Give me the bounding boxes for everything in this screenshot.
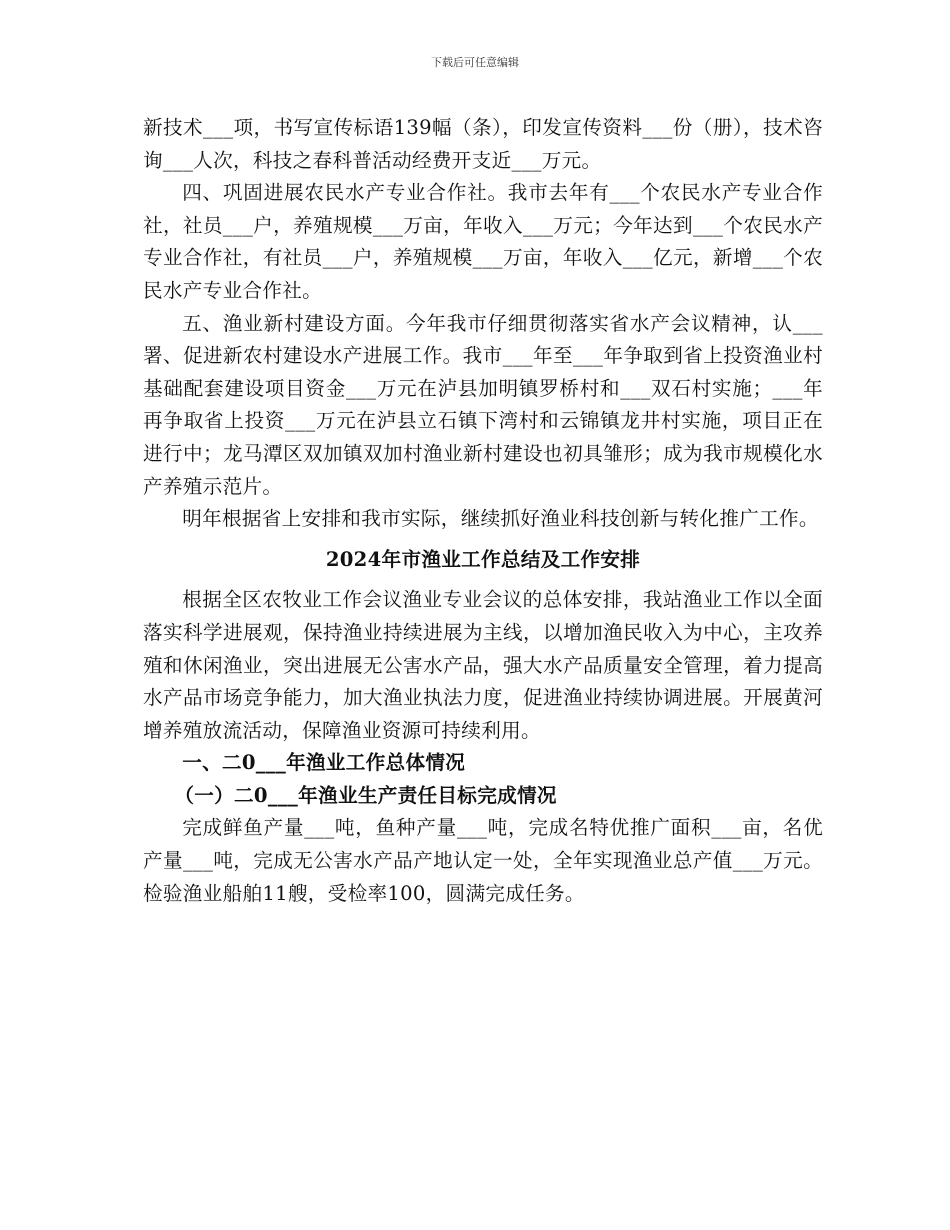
document-body bbox=[143, 112, 823, 910]
paragraph-tech-promotion: 新技术___项，书写宣传标语139幅（条），印发宣传资料___份（册），技术咨询___人次，科技之春科普活动经费开支近___万元。 bbox=[143, 116, 823, 172]
paragraph-cooperatives: 四、巩固进展农民水产专业合作社。我市去年有___个农民水产专业合作社，社员___户，养殖规模___万亩，年收入___万元；今年达到___个农民水产专业合作社，有社员___户，养殖规模___万亩，年收入___亿元，新增___个农民水产专业合作社。 bbox=[143, 181, 823, 302]
paragraph-new-village: 五、渔业新村建设方面。今年我市仔细贯彻落实省水产会议精神，认___署、促进新农村建设水产进展工作。我市___年至___年争取到省上投资渔业村基础配套建设项目资金___万元在泸县加明镇罗桥村和___双石村实施；___年再争取省上投资___万元在泸县立石镇下湾村和云锦镇龙井村实施，项目正在进行中；龙马潭区双加镇双加村渔业新村建设也初具雏形；成为我市规模化水产养殖示范片。 bbox=[143, 311, 823, 498]
page-header: 下载后可任意编辑 bbox=[431, 56, 519, 69]
paragraph-overview: 根据全区农牧业工作会议渔业专业会议的总体安排，我站渔业工作以全面落实科学进展观，保持渔业持续进展为主线，以增加渔民收入为中心，主攻养殖和休闲渔业，突出进展无公害水产品，强大水产品质量安全管理，着力提高水产品市场竞争能力，加大渔业执法力度，促进渔业持续协调进展。开展黄河增养殖放流活动，保障渔业资源可持续利用。 bbox=[143, 588, 823, 742]
section-heading-1: 一、二0___年渔业工作总体情况 bbox=[182, 751, 466, 775]
paragraph-targets: 完成鲜鱼产量___吨，鱼种产量___吨，完成名特优推广面积___亩，名优产量___吨，完成无公害水产品产地认定一处，全年实现渔业总产值___万元。检验渔业船舶11艘，受检率100，圆满完成任务。 bbox=[143, 816, 823, 905]
document-title: 2024年市渔业工作总结及工作安排 bbox=[325, 547, 641, 571]
section-heading-1-1: （一）二0___年渔业生产责任目标完成情况 bbox=[174, 783, 557, 807]
paragraph-next-year: 明年根据省上安排和我市实际，继续抓好渔业科技创新与转化推广工作。 bbox=[182, 507, 819, 531]
